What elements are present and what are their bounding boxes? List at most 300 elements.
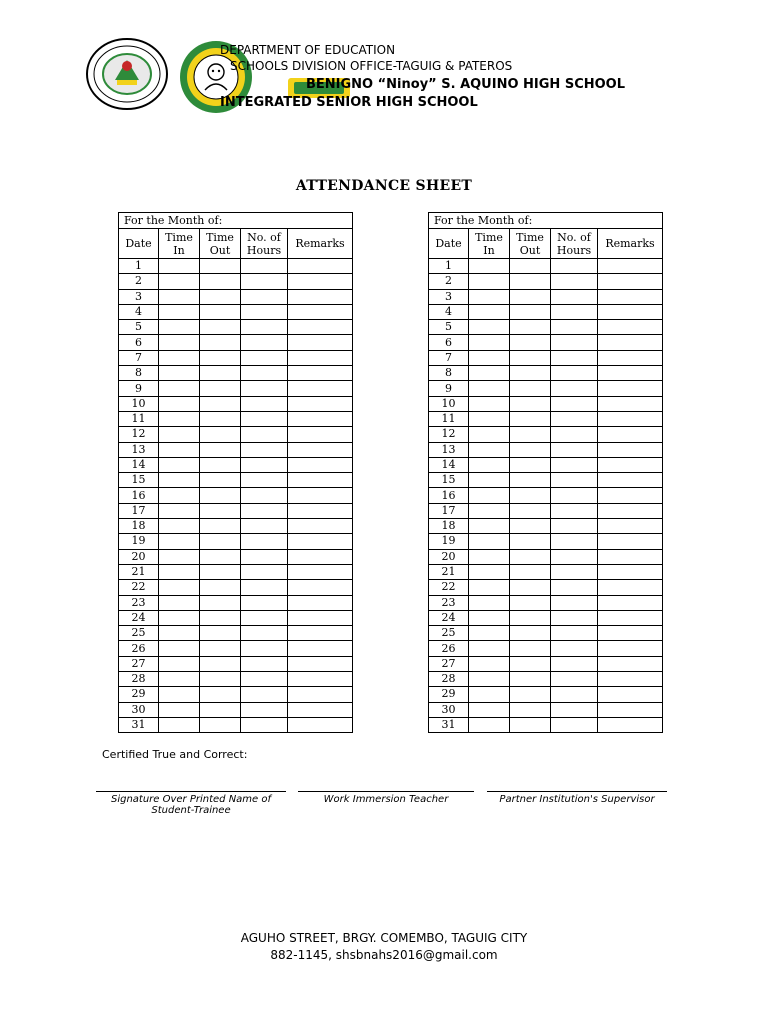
- entry-cell[interactable]: [469, 289, 510, 304]
- entry-cell[interactable]: [159, 580, 200, 595]
- entry-cell[interactable]: [510, 381, 551, 396]
- entry-cell[interactable]: [510, 610, 551, 625]
- entry-cell[interactable]: [288, 320, 353, 335]
- entry-cell[interactable]: [551, 534, 598, 549]
- day-number: 10: [429, 396, 469, 411]
- entry-cell[interactable]: [598, 549, 663, 564]
- entry-cell[interactable]: [288, 656, 353, 671]
- entry-cell[interactable]: [200, 564, 241, 579]
- column-header: Remarks: [598, 229, 663, 259]
- entry-cell[interactable]: [510, 549, 551, 564]
- entry-cell[interactable]: [551, 335, 598, 350]
- entry-cell[interactable]: [598, 366, 663, 381]
- entry-cell[interactable]: [159, 641, 200, 656]
- entry-cell[interactable]: [200, 350, 241, 365]
- day-number: 7: [429, 350, 469, 365]
- column-header: Date: [119, 229, 159, 259]
- entry-cell[interactable]: [200, 289, 241, 304]
- entry-cell[interactable]: [469, 350, 510, 365]
- entry-cell[interactable]: [159, 411, 200, 426]
- table-row: [119, 411, 353, 426]
- entry-cell[interactable]: [200, 717, 241, 732]
- entry-cell[interactable]: [159, 656, 200, 671]
- entry-cell[interactable]: [469, 442, 510, 457]
- entry-cell[interactable]: [159, 672, 200, 687]
- entry-cell[interactable]: [288, 442, 353, 457]
- entry-cell[interactable]: [200, 381, 241, 396]
- column-header: Time Out: [510, 229, 551, 259]
- column-header: Time Out: [200, 229, 241, 259]
- entry-cell[interactable]: [598, 320, 663, 335]
- entry-cell[interactable]: [288, 304, 353, 319]
- entry-cell[interactable]: [200, 366, 241, 381]
- entry-cell[interactable]: [469, 259, 510, 274]
- entry-cell[interactable]: [551, 503, 598, 518]
- day-number: 5: [119, 320, 159, 335]
- entry-cell[interactable]: [551, 411, 598, 426]
- entry-cell[interactable]: [241, 274, 288, 289]
- table-row: [429, 457, 663, 472]
- entry-cell[interactable]: [510, 289, 551, 304]
- entry-cell[interactable]: [469, 656, 510, 671]
- entry-cell[interactable]: [288, 626, 353, 641]
- entry-cell[interactable]: [288, 350, 353, 365]
- entry-cell[interactable]: [159, 626, 200, 641]
- entry-cell[interactable]: [200, 580, 241, 595]
- entry-cell[interactable]: [598, 503, 663, 518]
- entry-cell[interactable]: [200, 503, 241, 518]
- entry-cell[interactable]: [241, 656, 288, 671]
- entry-cell[interactable]: [510, 626, 551, 641]
- entry-cell[interactable]: [598, 304, 663, 319]
- table-row: [429, 411, 663, 426]
- entry-cell[interactable]: [598, 274, 663, 289]
- entry-cell[interactable]: [159, 534, 200, 549]
- entry-cell[interactable]: [469, 702, 510, 717]
- entry-cell[interactable]: [510, 717, 551, 732]
- entry-cell[interactable]: [510, 534, 551, 549]
- day-number: 9: [429, 381, 469, 396]
- entry-cell[interactable]: [598, 427, 663, 442]
- entry-cell[interactable]: [200, 335, 241, 350]
- table-row: [119, 304, 353, 319]
- entry-cell[interactable]: [510, 641, 551, 656]
- entry-cell[interactable]: [551, 641, 598, 656]
- day-number: 14: [429, 457, 469, 472]
- entry-cell[interactable]: [288, 366, 353, 381]
- table-row: [119, 366, 353, 381]
- entry-cell[interactable]: [551, 320, 598, 335]
- entry-cell[interactable]: [241, 427, 288, 442]
- day-number: 20: [429, 549, 469, 564]
- entry-cell[interactable]: [598, 442, 663, 457]
- entry-cell[interactable]: [288, 534, 353, 549]
- entry-cell[interactable]: [241, 473, 288, 488]
- entry-cell[interactable]: [551, 626, 598, 641]
- entry-cell[interactable]: [469, 381, 510, 396]
- entry-cell[interactable]: [551, 274, 598, 289]
- entry-cell[interactable]: [288, 274, 353, 289]
- entry-cell[interactable]: [200, 274, 241, 289]
- entry-cell[interactable]: [598, 396, 663, 411]
- entry-cell[interactable]: [200, 259, 241, 274]
- entry-cell[interactable]: [469, 411, 510, 426]
- entry-cell[interactable]: [510, 595, 551, 610]
- day-number: 28: [119, 672, 159, 687]
- day-number: 11: [119, 411, 159, 426]
- entry-cell[interactable]: [200, 519, 241, 534]
- entry-cell[interactable]: [598, 595, 663, 610]
- entry-cell[interactable]: [241, 672, 288, 687]
- entry-cell[interactable]: [159, 304, 200, 319]
- entry-cell[interactable]: [288, 411, 353, 426]
- entry-cell[interactable]: [288, 335, 353, 350]
- table-row: [429, 580, 663, 595]
- entry-cell[interactable]: [551, 304, 598, 319]
- entry-cell[interactable]: [469, 320, 510, 335]
- entry-cell[interactable]: [469, 610, 510, 625]
- entry-cell[interactable]: [241, 564, 288, 579]
- entry-cell[interactable]: [469, 580, 510, 595]
- entry-cell[interactable]: [159, 519, 200, 534]
- entry-cell[interactable]: [200, 595, 241, 610]
- entry-cell[interactable]: [200, 442, 241, 457]
- entry-cell[interactable]: [510, 304, 551, 319]
- entry-cell[interactable]: [551, 289, 598, 304]
- column-header: No. of Hours: [551, 229, 598, 259]
- entry-cell[interactable]: [510, 411, 551, 426]
- entry-cell[interactable]: [288, 503, 353, 518]
- entry-cell[interactable]: [159, 687, 200, 702]
- day-number: 23: [429, 595, 469, 610]
- entry-cell[interactable]: [510, 580, 551, 595]
- entry-cell[interactable]: [241, 442, 288, 457]
- signature-line-supervisor: [487, 791, 667, 792]
- entry-cell[interactable]: [510, 488, 551, 503]
- entry-cell[interactable]: [551, 366, 598, 381]
- entry-cell[interactable]: [510, 503, 551, 518]
- entry-cell[interactable]: [288, 488, 353, 503]
- entry-cell[interactable]: [598, 656, 663, 671]
- entry-cell[interactable]: [598, 702, 663, 717]
- entry-cell[interactable]: [551, 549, 598, 564]
- entry-cell[interactable]: [598, 580, 663, 595]
- entry-cell[interactable]: [241, 641, 288, 656]
- entry-cell[interactable]: [288, 702, 353, 717]
- entry-cell[interactable]: [288, 580, 353, 595]
- entry-cell[interactable]: [288, 564, 353, 579]
- entry-cell[interactable]: [510, 335, 551, 350]
- entry-cell[interactable]: [469, 549, 510, 564]
- entry-cell[interactable]: [551, 259, 598, 274]
- entry-cell[interactable]: [469, 641, 510, 656]
- entry-cell[interactable]: [598, 672, 663, 687]
- day-number: 22: [429, 580, 469, 595]
- entry-cell[interactable]: [598, 687, 663, 702]
- entry-cell[interactable]: [159, 350, 200, 365]
- table-row: [119, 549, 353, 564]
- entry-cell[interactable]: [241, 687, 288, 702]
- entry-cell[interactable]: [288, 473, 353, 488]
- entry-cell[interactable]: [551, 595, 598, 610]
- entry-cell[interactable]: [551, 672, 598, 687]
- table-row: [429, 304, 663, 319]
- entry-cell[interactable]: [159, 457, 200, 472]
- entry-cell[interactable]: [598, 411, 663, 426]
- entry-cell[interactable]: [241, 717, 288, 732]
- entry-cell[interactable]: [241, 626, 288, 641]
- entry-cell[interactable]: [200, 672, 241, 687]
- entry-cell[interactable]: [241, 580, 288, 595]
- entry-cell[interactable]: [598, 641, 663, 656]
- month-row: [119, 213, 353, 229]
- entry-cell[interactable]: [551, 687, 598, 702]
- entry-cell[interactable]: [510, 702, 551, 717]
- day-number: 7: [119, 350, 159, 365]
- entry-cell[interactable]: [241, 503, 288, 518]
- entry-cell[interactable]: [200, 626, 241, 641]
- entry-cell[interactable]: [159, 427, 200, 442]
- day-number: 17: [429, 503, 469, 518]
- entry-cell[interactable]: [288, 687, 353, 702]
- entry-cell[interactable]: [551, 702, 598, 717]
- entry-cell[interactable]: [241, 702, 288, 717]
- entry-cell[interactable]: [241, 519, 288, 534]
- day-number: 12: [429, 427, 469, 442]
- entry-cell[interactable]: [200, 702, 241, 717]
- entry-cell[interactable]: [469, 335, 510, 350]
- entry-cell[interactable]: [510, 320, 551, 335]
- entry-cell[interactable]: [288, 549, 353, 564]
- entry-cell[interactable]: [241, 350, 288, 365]
- table-row: [119, 427, 353, 442]
- entry-cell[interactable]: [288, 610, 353, 625]
- entry-cell[interactable]: [241, 411, 288, 426]
- entry-cell[interactable]: [241, 259, 288, 274]
- entry-cell[interactable]: [551, 519, 598, 534]
- entry-cell[interactable]: [159, 610, 200, 625]
- entry-cell[interactable]: [288, 457, 353, 472]
- day-number: 6: [119, 335, 159, 350]
- day-number: 18: [119, 519, 159, 534]
- entry-cell[interactable]: [469, 534, 510, 549]
- entry-cell[interactable]: [159, 503, 200, 518]
- entry-cell[interactable]: [598, 350, 663, 365]
- entry-cell[interactable]: [288, 672, 353, 687]
- entry-cell[interactable]: [159, 442, 200, 457]
- day-number: 23: [119, 595, 159, 610]
- entry-cell[interactable]: [241, 457, 288, 472]
- entry-cell[interactable]: [200, 656, 241, 671]
- entry-cell[interactable]: [551, 656, 598, 671]
- entry-cell[interactable]: [598, 534, 663, 549]
- entry-cell[interactable]: [510, 564, 551, 579]
- entry-cell[interactable]: [469, 672, 510, 687]
- entry-cell[interactable]: [159, 274, 200, 289]
- entry-cell[interactable]: [200, 427, 241, 442]
- entry-cell[interactable]: [469, 717, 510, 732]
- day-number: 19: [119, 534, 159, 549]
- day-number: 19: [429, 534, 469, 549]
- entry-cell[interactable]: [469, 427, 510, 442]
- entry-cell[interactable]: [598, 473, 663, 488]
- entry-cell[interactable]: [469, 473, 510, 488]
- entry-cell[interactable]: [241, 320, 288, 335]
- entry-cell[interactable]: [469, 457, 510, 472]
- entry-cell[interactable]: [288, 259, 353, 274]
- entry-cell[interactable]: [510, 350, 551, 365]
- entry-cell[interactable]: [200, 304, 241, 319]
- entry-cell[interactable]: [288, 289, 353, 304]
- entry-cell[interactable]: [598, 457, 663, 472]
- entry-cell[interactable]: [200, 610, 241, 625]
- entry-cell[interactable]: [159, 473, 200, 488]
- entry-cell[interactable]: [200, 473, 241, 488]
- entry-cell[interactable]: [551, 488, 598, 503]
- entry-cell[interactable]: [159, 259, 200, 274]
- entry-cell[interactable]: [241, 304, 288, 319]
- entry-cell[interactable]: [200, 488, 241, 503]
- column-header: Date: [429, 229, 469, 259]
- day-number: 30: [429, 702, 469, 717]
- entry-cell[interactable]: [288, 381, 353, 396]
- entry-cell[interactable]: [159, 564, 200, 579]
- entry-cell[interactable]: [598, 717, 663, 732]
- entry-cell[interactable]: [288, 641, 353, 656]
- entry-cell[interactable]: [241, 366, 288, 381]
- entry-cell[interactable]: [200, 549, 241, 564]
- entry-cell[interactable]: [241, 289, 288, 304]
- entry-cell[interactable]: [200, 396, 241, 411]
- month-row: [429, 213, 663, 229]
- entry-cell[interactable]: [598, 626, 663, 641]
- entry-cell[interactable]: [510, 427, 551, 442]
- entry-cell[interactable]: [551, 427, 598, 442]
- entry-cell[interactable]: [469, 564, 510, 579]
- entry-cell[interactable]: [598, 335, 663, 350]
- day-number: 1: [429, 259, 469, 274]
- entry-cell[interactable]: [159, 289, 200, 304]
- entry-cell[interactable]: [288, 717, 353, 732]
- entry-cell[interactable]: [159, 335, 200, 350]
- entry-cell[interactable]: [200, 687, 241, 702]
- day-number: 17: [119, 503, 159, 518]
- entry-cell[interactable]: [598, 564, 663, 579]
- entry-cell[interactable]: [469, 488, 510, 503]
- entry-cell[interactable]: [551, 381, 598, 396]
- entry-cell[interactable]: [551, 442, 598, 457]
- entry-cell[interactable]: [598, 289, 663, 304]
- entry-cell[interactable]: [598, 259, 663, 274]
- day-number: 14: [119, 457, 159, 472]
- table-row: [119, 626, 353, 641]
- entry-cell[interactable]: [510, 457, 551, 472]
- entry-cell[interactable]: [510, 366, 551, 381]
- entry-cell[interactable]: [510, 396, 551, 411]
- entry-cell[interactable]: [551, 350, 598, 365]
- entry-cell[interactable]: [469, 519, 510, 534]
- entry-cell[interactable]: [159, 366, 200, 381]
- entry-cell[interactable]: [551, 610, 598, 625]
- entry-cell[interactable]: [288, 427, 353, 442]
- entry-cell[interactable]: [510, 519, 551, 534]
- entry-cell[interactable]: [469, 274, 510, 289]
- entry-cell[interactable]: [551, 580, 598, 595]
- entry-cell[interactable]: [241, 396, 288, 411]
- entry-cell[interactable]: [551, 564, 598, 579]
- entry-cell[interactable]: [469, 687, 510, 702]
- entry-cell[interactable]: [510, 259, 551, 274]
- entry-cell[interactable]: [200, 320, 241, 335]
- entry-cell[interactable]: [510, 442, 551, 457]
- entry-cell[interactable]: [241, 534, 288, 549]
- entry-cell[interactable]: [598, 381, 663, 396]
- entry-cell[interactable]: [159, 488, 200, 503]
- entry-cell[interactable]: [510, 687, 551, 702]
- entry-cell[interactable]: [469, 503, 510, 518]
- entry-cell[interactable]: [159, 381, 200, 396]
- entry-cell[interactable]: [200, 534, 241, 549]
- entry-cell[interactable]: [598, 610, 663, 625]
- table-row: [119, 702, 353, 717]
- attendance-table-left: [118, 212, 353, 733]
- entry-cell[interactable]: [241, 595, 288, 610]
- entry-cell[interactable]: [288, 396, 353, 411]
- entry-cell[interactable]: [159, 396, 200, 411]
- entry-cell[interactable]: [551, 473, 598, 488]
- table-row: [429, 626, 663, 641]
- entry-cell[interactable]: [241, 488, 288, 503]
- entry-cell[interactable]: [159, 702, 200, 717]
- entry-cell[interactable]: [598, 519, 663, 534]
- day-number: 21: [119, 564, 159, 579]
- entry-cell[interactable]: [469, 396, 510, 411]
- entry-cell[interactable]: [159, 595, 200, 610]
- entry-cell[interactable]: [200, 457, 241, 472]
- entry-cell[interactable]: [159, 717, 200, 732]
- table-row: [119, 488, 353, 503]
- entry-cell[interactable]: [159, 549, 200, 564]
- entry-cell[interactable]: [288, 595, 353, 610]
- day-number: 3: [119, 289, 159, 304]
- entry-cell[interactable]: [510, 274, 551, 289]
- entry-cell[interactable]: [241, 549, 288, 564]
- entry-cell[interactable]: [551, 717, 598, 732]
- day-number: 29: [429, 687, 469, 702]
- table-row: [119, 289, 353, 304]
- entry-cell[interactable]: [241, 610, 288, 625]
- entry-cell[interactable]: [510, 672, 551, 687]
- entry-cell[interactable]: [469, 366, 510, 381]
- entry-cell[interactable]: [200, 641, 241, 656]
- entry-cell[interactable]: [469, 595, 510, 610]
- entry-cell[interactable]: [288, 519, 353, 534]
- day-number: 2: [119, 274, 159, 289]
- signature-label-student: Signature Over Printed Name of Student-Trainee: [110, 794, 272, 816]
- entry-cell[interactable]: [159, 320, 200, 335]
- entry-cell[interactable]: [510, 656, 551, 671]
- entry-cell[interactable]: [200, 411, 241, 426]
- entry-cell[interactable]: [551, 396, 598, 411]
- entry-cell[interactable]: [241, 381, 288, 396]
- entry-cell[interactable]: [551, 457, 598, 472]
- entry-cell[interactable]: [469, 626, 510, 641]
- entry-cell[interactable]: [510, 473, 551, 488]
- entry-cell[interactable]: [469, 304, 510, 319]
- table-row: [429, 564, 663, 579]
- entry-cell[interactable]: [241, 335, 288, 350]
- entry-cell[interactable]: [598, 488, 663, 503]
